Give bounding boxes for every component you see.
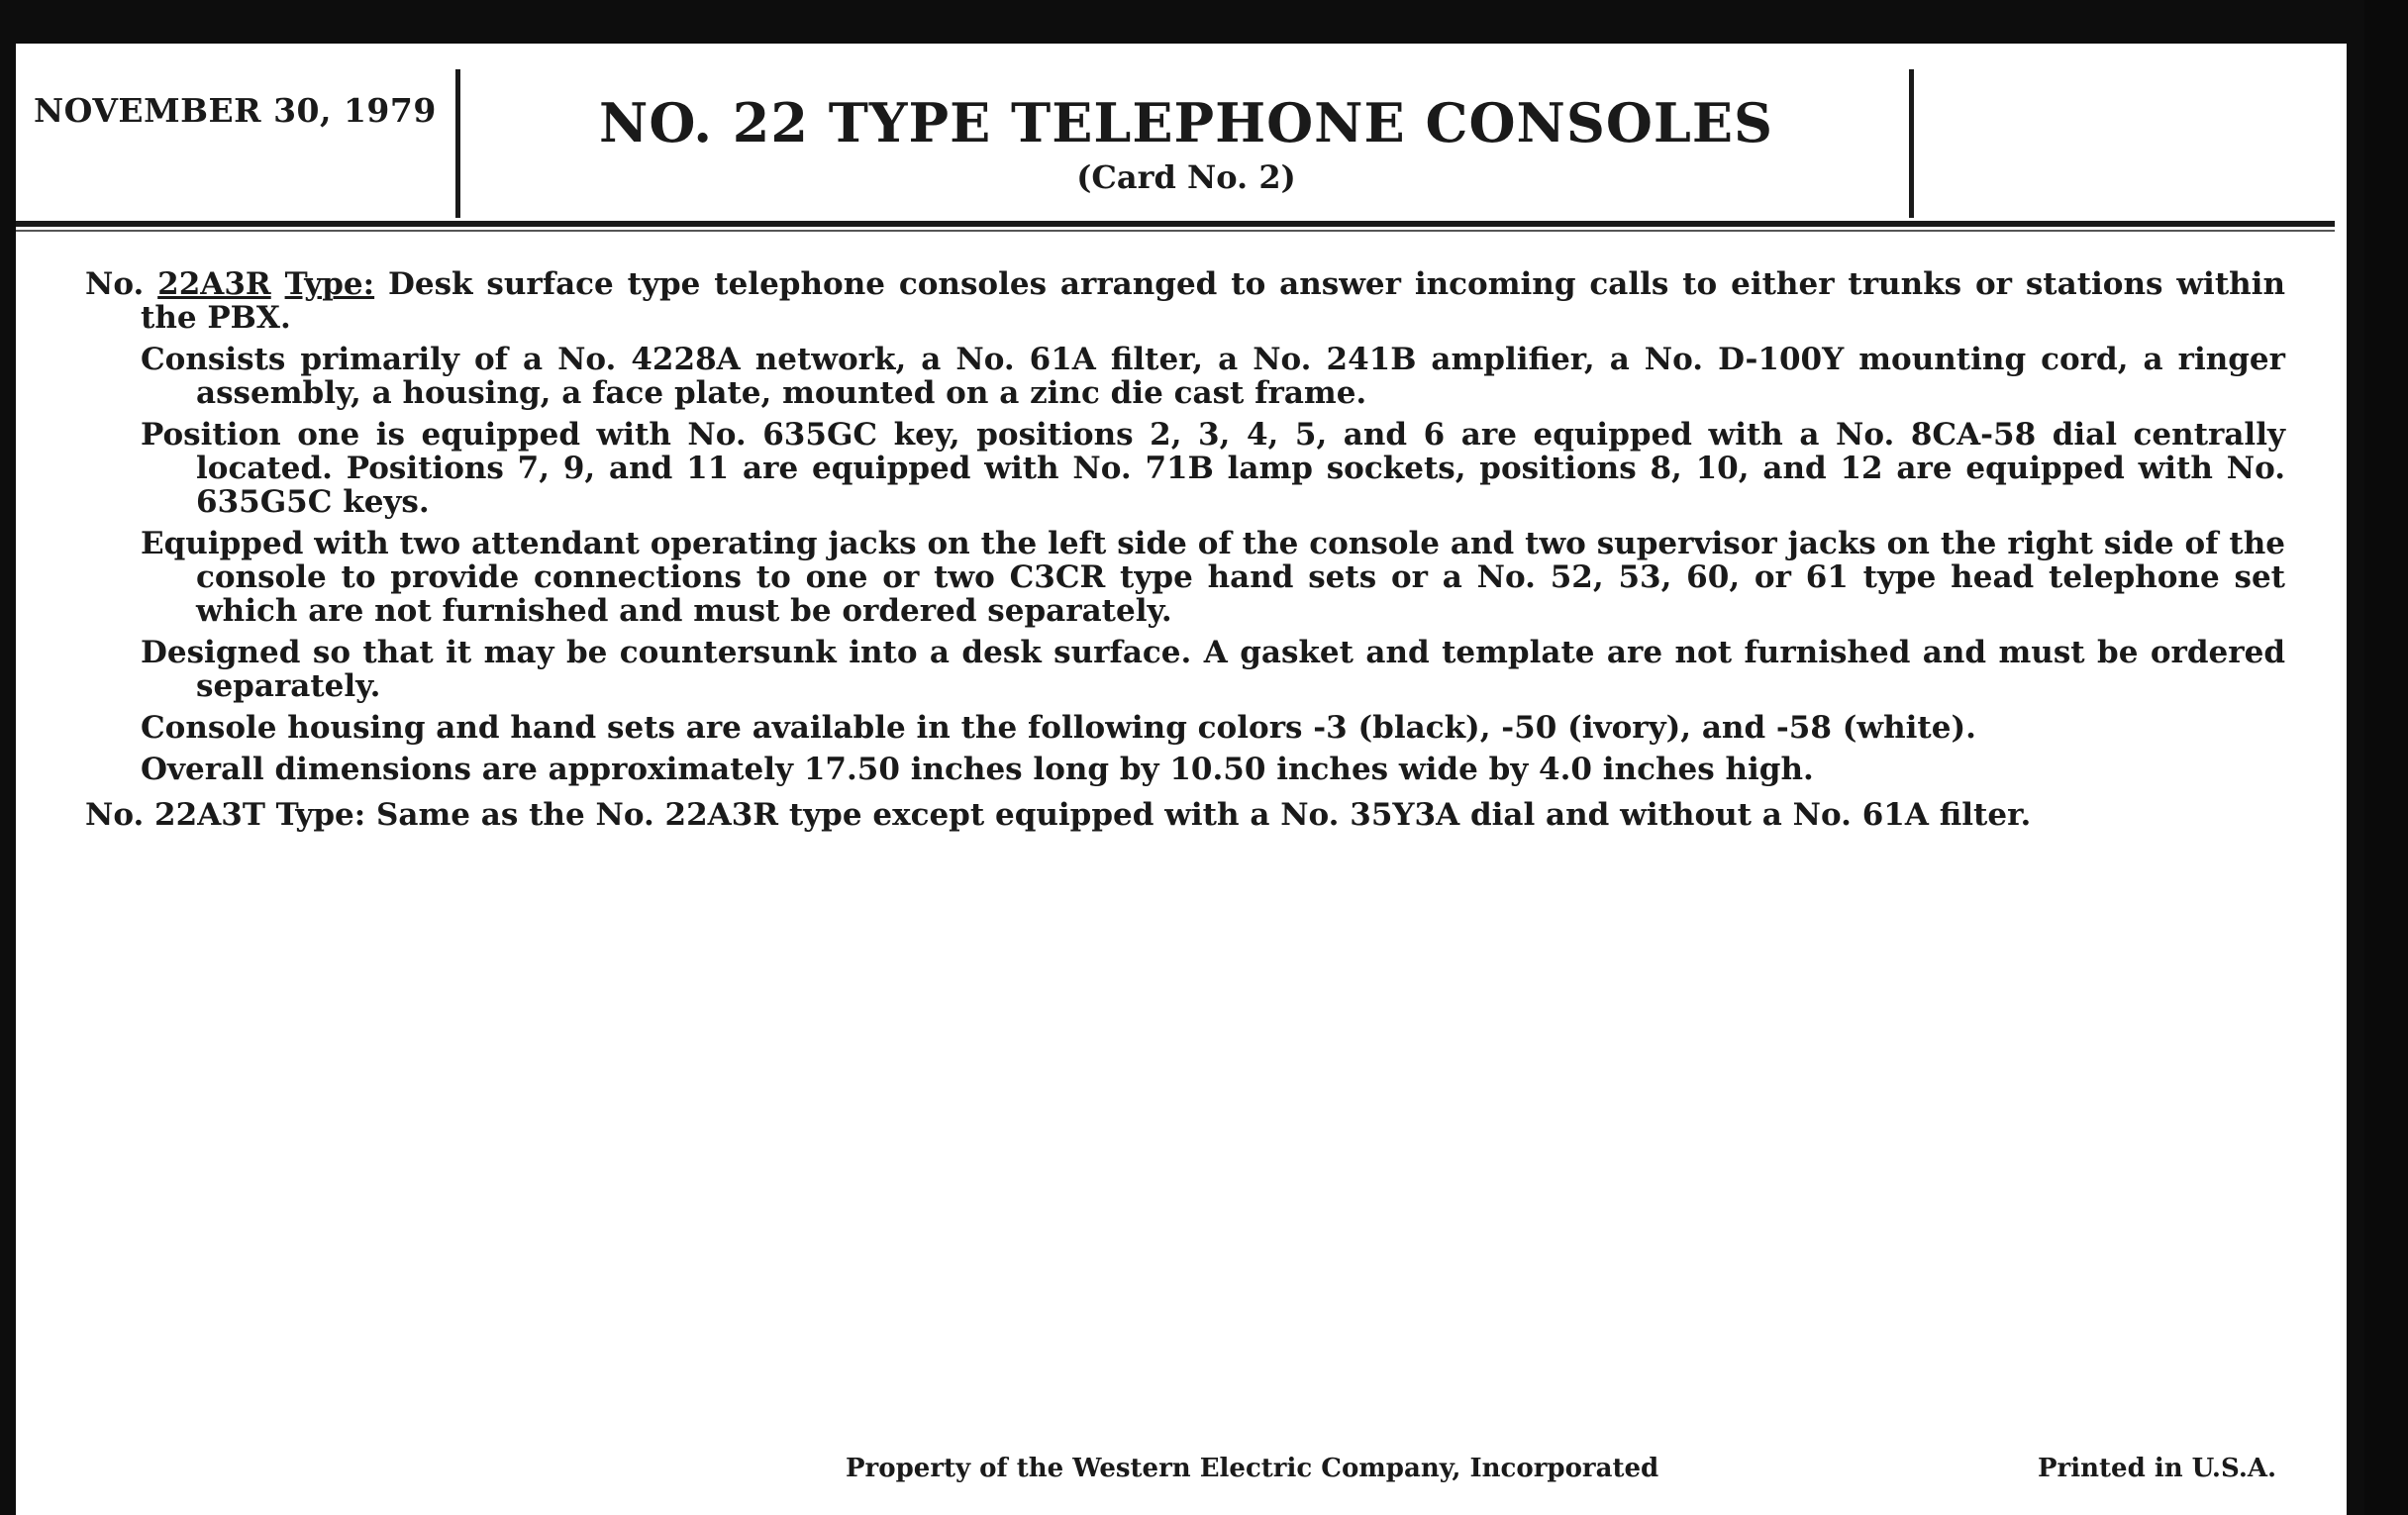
entry-description: Desk surface type telephone consoles arranged to answer incoming calls to either trunks or stations within the PBX. bbox=[141, 266, 2285, 336]
detail-colors: Console housing and hand sets are available in the following colors -3 (black), -50 (ivory), and -58 (white). bbox=[141, 710, 1976, 746]
entry-model: 22A3R bbox=[157, 266, 271, 302]
entry-prefix: No. bbox=[85, 266, 145, 302]
page-title: NO. 22 TYPE TELEPHONE CONSOLES bbox=[598, 91, 1774, 154]
card-date: NOVEMBER 30, 1979 bbox=[34, 91, 437, 130]
entry-22a3r bbox=[85, 267, 2285, 335]
footer-property: Property of the Western Electric Company, Incorporated bbox=[846, 1454, 1659, 1483]
detail-dimensions: Overall dimensions are approximately 17.50 inches long by 10.50 inches wide by 4.0 inches high. bbox=[141, 752, 1814, 787]
card-body bbox=[0, 267, 2408, 840]
footer-printed: Printed in U.S.A. bbox=[2038, 1454, 2277, 1483]
detail-jacks: Equipped with two attendant operating jacks on the left side of the console and two supervisor jacks on the right side of the console to provide connections to one or two C3CR type hand sets or a No. 52, 53, 60, or 61 type head telephone set which are not furnished and must be ordered separately. bbox=[141, 526, 2285, 629]
page-subtitle: (Card No. 2) bbox=[1076, 158, 1296, 196]
entry-22a3t: No. 22A3T Type: Same as the No. 22A3R type except equipped with a No. 35Y3A dial and without a No. 61A filter. bbox=[85, 797, 2032, 833]
detail-mounting: Designed so that it may be countersunk into a desk surface. A gasket and template are not furnished and must be ordered separately. bbox=[141, 635, 2285, 704]
detail-components: Consists primarily of a No. 4228A network, a No. 61A filter, a No. 241B amplifier, a No. D-100Y mounting cord, a ringer assembly, a housing, a face plate, mounted on a zinc die cast frame. bbox=[141, 342, 2285, 411]
header-rule-thin bbox=[16, 230, 2335, 232]
entry-suffix: Type: bbox=[284, 266, 375, 302]
detail-positions: Position one is equipped with No. 635GC key, positions 2, 3, 4, 5, and 6 are equipped with a No. 8CA-58 dial centrally located. Positions 7, 9, and 11 are equipped with No. 71B lamp sockets, positions 8, 10, and 12 are equipped with No. 635G5C keys. bbox=[141, 417, 2285, 520]
header-divider-left bbox=[455, 69, 460, 218]
header-divider-right bbox=[1909, 69, 1914, 218]
header-rule bbox=[16, 221, 2335, 227]
